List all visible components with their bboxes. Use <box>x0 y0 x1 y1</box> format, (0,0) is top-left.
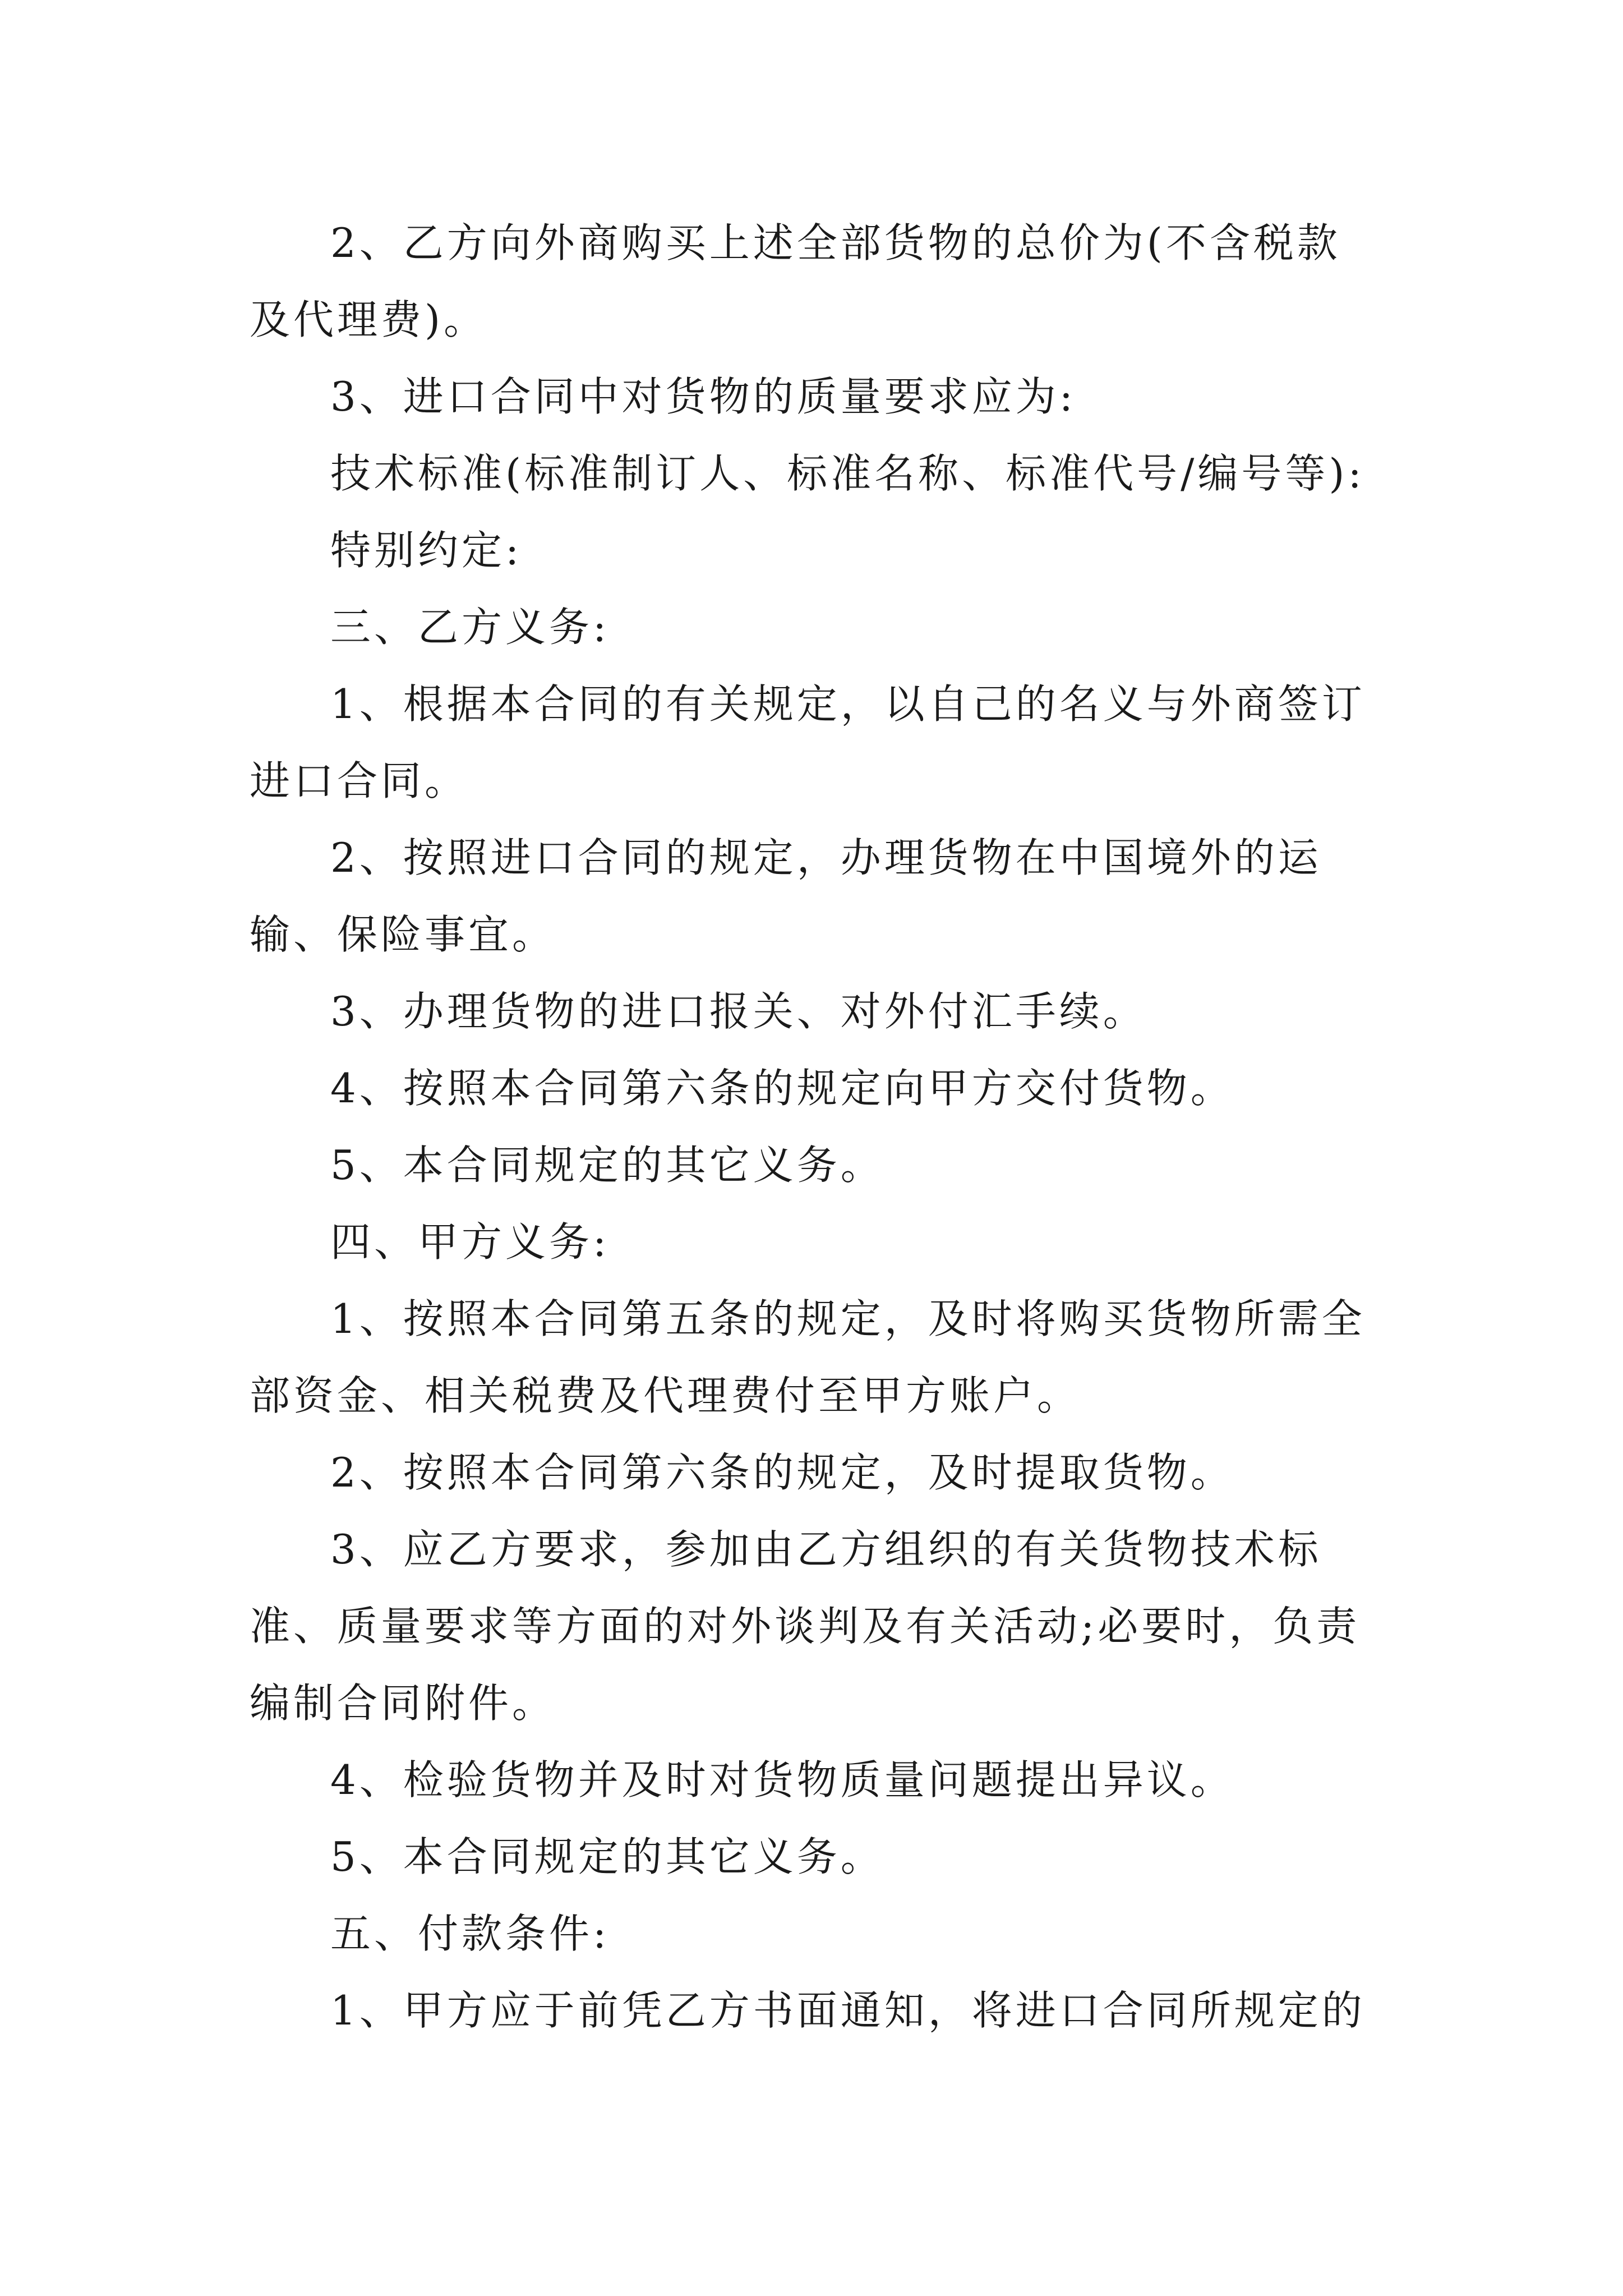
paragraph-b-obligation-2: 2、按照进口合同的规定，办理货物在中国境外的运输、保险事宜。 <box>250 834 1322 958</box>
paragraph-quality-requirement: 3、进口合同中对货物的质量要求应为: <box>330 373 1077 420</box>
section-heading-party-a-obligations: 四、甲方义务: <box>330 1218 610 1266</box>
paragraph-a-obligation-4: 4、检验货物并及时对货物质量问题提出异议。 <box>330 1756 1234 1803</box>
paragraph-b-obligation-4: 4、按照本合同第六条的规定向甲方交付货物。 <box>330 1065 1234 1112</box>
paragraph-a-obligation-1: 1、按照本合同第五条的规定，及时将购买货物所需全部资金、相关税费及代理费付至甲方账户。 <box>250 1295 1366 1419</box>
paragraph-payment-1: 1、甲方应于前凭乙方书面通知，将进口合同所规定的 <box>330 1987 1366 2034</box>
section-heading-party-b-obligations: 三、乙方义务: <box>330 604 610 651</box>
document-body <box>250 205 1377 2049</box>
paragraph-total-price: 2、乙方向外商购买上述全部货物的总价为(不含税款及代理费)。 <box>250 219 1341 343</box>
paragraph-a-obligation-2: 2、按照本合同第六条的规定，及时提取货物。 <box>330 1449 1234 1496</box>
paragraph-b-obligation-5: 5、本合同规定的其它义务。 <box>330 1142 884 1189</box>
paragraph-technical-standard: 技术标准(标准制订人、标准名称、标准代号/编号等): <box>330 450 1365 497</box>
paragraph-special-agreement: 特别约定: <box>330 527 523 574</box>
section-heading-payment-terms: 五、付款条件: <box>330 1910 610 1957</box>
paragraph-a-obligation-5: 5、本合同规定的其它义务。 <box>330 1833 884 1880</box>
paragraph-a-obligation-3: 3、应乙方要求，参加由乙方组织的有关货物技术标准、质量要求等方面的对外谈判及有关活动;必要时，负责编制合同附件。 <box>250 1526 1361 1727</box>
paragraph-b-obligation-1: 1、根据本合同的有关规定，以自己的名义与外商签订进口合同。 <box>250 680 1366 804</box>
paragraph-b-obligation-3: 3、办理货物的进口报关、对外付汇手续。 <box>330 988 1147 1035</box>
